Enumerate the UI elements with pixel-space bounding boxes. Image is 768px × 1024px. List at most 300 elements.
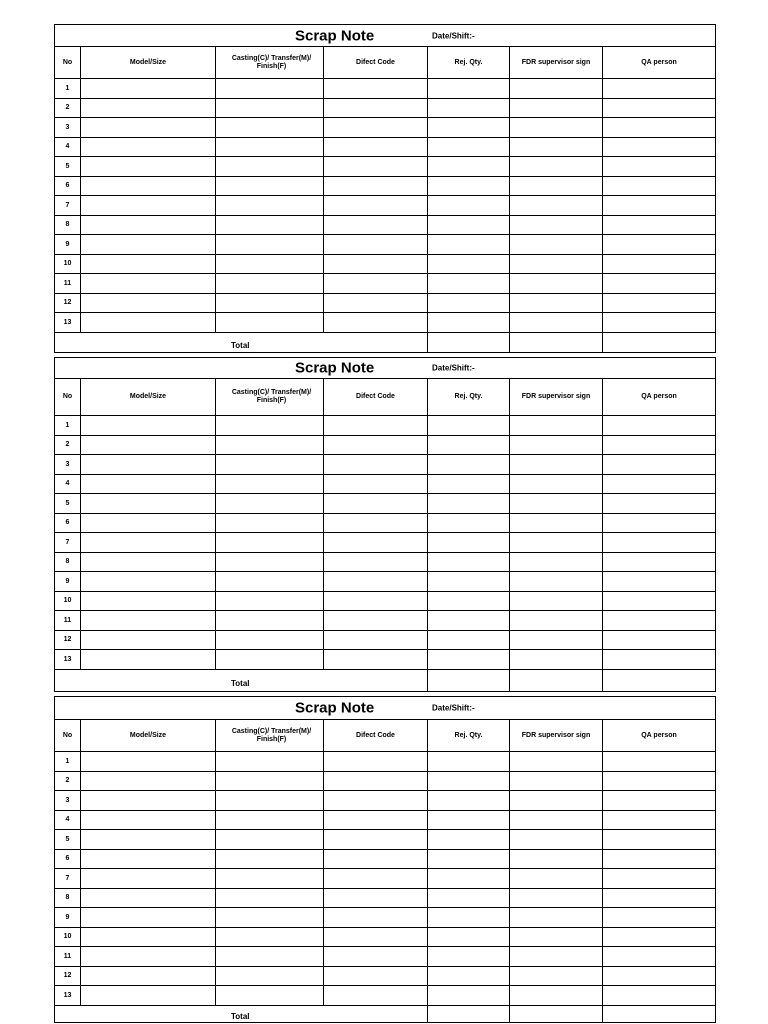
entry-cell[interactable] <box>81 552 216 572</box>
column-header: QA person <box>603 720 716 752</box>
entry-cell[interactable] <box>324 771 428 791</box>
entry-cell[interactable] <box>81 157 216 177</box>
entry-cell[interactable] <box>603 966 716 986</box>
entry-cell[interactable] <box>81 888 216 908</box>
entry-cell[interactable] <box>324 927 428 947</box>
entry-cell[interactable] <box>216 986 324 1006</box>
total-label: Total <box>231 678 250 688</box>
entry-cell[interactable] <box>428 494 510 514</box>
entry-cell[interactable] <box>603 552 716 572</box>
entry-cell[interactable] <box>81 947 216 967</box>
entry-cell[interactable] <box>81 533 216 553</box>
entry-cell[interactable] <box>510 572 603 592</box>
entry-cell[interactable] <box>428 254 510 274</box>
entry-cell[interactable] <box>603 533 716 553</box>
entry-cell[interactable] <box>510 947 603 967</box>
entry-cell[interactable] <box>216 650 324 670</box>
entry-cell[interactable] <box>216 474 324 494</box>
entry-cell[interactable] <box>324 435 428 455</box>
entry-cell[interactable] <box>216 611 324 631</box>
entry-cell[interactable] <box>603 869 716 889</box>
row-number: 2 <box>55 98 81 118</box>
table-row <box>55 771 716 791</box>
entry-cell[interactable] <box>603 157 716 177</box>
row-number: 12 <box>55 630 81 650</box>
entry-cell[interactable] <box>324 513 428 533</box>
entry-cell[interactable] <box>324 215 428 235</box>
entry-cell[interactable] <box>428 137 510 157</box>
entry-cell[interactable] <box>428 752 510 772</box>
entry-cell[interactable] <box>510 810 603 830</box>
entry-cell[interactable] <box>81 611 216 631</box>
entry-cell[interactable] <box>81 274 216 294</box>
entry-cell[interactable] <box>216 137 324 157</box>
entry-cell[interactable] <box>428 791 510 811</box>
entry-cell[interactable] <box>510 552 603 572</box>
row-number: 10 <box>55 591 81 611</box>
column-header: Rej. Qty. <box>428 720 510 752</box>
entry-cell[interactable] <box>603 416 716 436</box>
entry-cell[interactable] <box>603 650 716 670</box>
total-entry-cell[interactable] <box>603 332 716 352</box>
entry-cell[interactable] <box>510 966 603 986</box>
entry-cell[interactable] <box>603 771 716 791</box>
entry-cell[interactable] <box>603 196 716 216</box>
entry-cell[interactable] <box>81 455 216 475</box>
entry-cell[interactable] <box>510 771 603 791</box>
form-title: Scrap Note <box>295 359 375 377</box>
entry-cell[interactable] <box>81 810 216 830</box>
entry-cell[interactable] <box>510 611 603 631</box>
row-number: 2 <box>55 771 81 791</box>
entry-cell[interactable] <box>428 313 510 333</box>
entry-cell[interactable] <box>510 118 603 138</box>
entry-cell[interactable] <box>324 888 428 908</box>
row-number: 8 <box>55 215 81 235</box>
entry-cell[interactable] <box>510 888 603 908</box>
entry-cell[interactable] <box>428 118 510 138</box>
entry-cell[interactable] <box>216 274 324 294</box>
entry-cell[interactable] <box>603 630 716 650</box>
entry-cell[interactable] <box>603 293 716 313</box>
entry-cell[interactable] <box>324 966 428 986</box>
entry-cell[interactable] <box>428 552 510 572</box>
entry-cell[interactable] <box>324 98 428 118</box>
entry-cell[interactable] <box>324 752 428 772</box>
entry-cell[interactable] <box>603 313 716 333</box>
table-row <box>55 810 716 830</box>
table-row <box>55 474 716 494</box>
entry-cell[interactable] <box>81 196 216 216</box>
entry-cell[interactable] <box>428 849 510 869</box>
entry-cell[interactable] <box>510 752 603 772</box>
entry-cell[interactable] <box>510 274 603 294</box>
entry-cell[interactable] <box>81 572 216 592</box>
entry-cell[interactable] <box>428 533 510 553</box>
entry-cell[interactable] <box>603 513 716 533</box>
table-row <box>55 274 716 294</box>
entry-cell[interactable] <box>603 79 716 99</box>
entry-cell[interactable] <box>428 98 510 118</box>
entry-cell[interactable] <box>81 118 216 138</box>
scrap-note-table <box>54 24 716 353</box>
entry-cell[interactable] <box>81 869 216 889</box>
entry-cell[interactable] <box>324 908 428 928</box>
entry-cell[interactable] <box>510 830 603 850</box>
entry-cell[interactable] <box>81 494 216 514</box>
entry-cell[interactable] <box>428 157 510 177</box>
entry-cell[interactable] <box>428 416 510 436</box>
entry-cell[interactable] <box>216 791 324 811</box>
total-label-cell <box>55 1005 428 1022</box>
total-entry-cell[interactable] <box>510 1005 603 1022</box>
entry-cell[interactable] <box>428 986 510 1006</box>
column-header: Rej. Qty. <box>428 379 510 416</box>
row-number: 4 <box>55 474 81 494</box>
entry-cell[interactable] <box>216 888 324 908</box>
entry-cell[interactable] <box>216 552 324 572</box>
entry-cell[interactable] <box>216 494 324 514</box>
entry-cell[interactable] <box>510 416 603 436</box>
entry-cell[interactable] <box>216 966 324 986</box>
entry-cell[interactable] <box>216 869 324 889</box>
entry-cell[interactable] <box>216 947 324 967</box>
entry-cell[interactable] <box>428 215 510 235</box>
column-header: No <box>55 47 81 79</box>
entry-cell[interactable] <box>324 455 428 475</box>
entry-cell[interactable] <box>510 591 603 611</box>
total-label: Total <box>231 1012 250 1021</box>
entry-cell[interactable] <box>216 927 324 947</box>
entry-cell[interactable] <box>428 888 510 908</box>
entry-cell[interactable] <box>216 215 324 235</box>
entry-cell[interactable] <box>603 791 716 811</box>
entry-cell[interactable] <box>216 196 324 216</box>
entry-cell[interactable] <box>603 274 716 294</box>
entry-cell[interactable] <box>216 591 324 611</box>
entry-cell[interactable] <box>81 176 216 196</box>
entry-cell[interactable] <box>603 591 716 611</box>
entry-cell[interactable] <box>428 908 510 928</box>
entry-cell[interactable] <box>510 157 603 177</box>
table-row <box>55 888 716 908</box>
total-entry-cell[interactable] <box>510 669 603 691</box>
row-number: 9 <box>55 572 81 592</box>
entry-cell[interactable] <box>510 513 603 533</box>
entry-cell[interactable] <box>510 474 603 494</box>
entry-cell[interactable] <box>428 79 510 99</box>
entry-cell[interactable] <box>428 513 510 533</box>
row-number: 13 <box>55 313 81 333</box>
table-row <box>55 254 716 274</box>
entry-cell[interactable] <box>428 830 510 850</box>
entry-cell[interactable] <box>324 176 428 196</box>
entry-cell[interactable] <box>603 830 716 850</box>
entry-cell[interactable] <box>510 630 603 650</box>
entry-cell[interactable] <box>216 771 324 791</box>
entry-cell[interactable] <box>216 79 324 99</box>
table-row <box>55 752 716 772</box>
entry-cell[interactable] <box>603 810 716 830</box>
entry-cell[interactable] <box>603 137 716 157</box>
row-number: 3 <box>55 118 81 138</box>
entry-cell[interactable] <box>428 274 510 294</box>
row-number: 6 <box>55 849 81 869</box>
entry-cell[interactable] <box>428 455 510 475</box>
entry-cell[interactable] <box>216 513 324 533</box>
entry-cell[interactable] <box>428 927 510 947</box>
row-number: 12 <box>55 293 81 313</box>
entry-cell[interactable] <box>603 235 716 255</box>
table-row <box>55 494 716 514</box>
entry-cell[interactable] <box>324 313 428 333</box>
entry-cell[interactable] <box>510 235 603 255</box>
entry-cell[interactable] <box>603 455 716 475</box>
entry-cell[interactable] <box>510 313 603 333</box>
entry-cell[interactable] <box>81 791 216 811</box>
table-row <box>55 791 716 811</box>
entry-cell[interactable] <box>428 293 510 313</box>
entry-cell[interactable] <box>81 416 216 436</box>
entry-cell[interactable] <box>216 416 324 436</box>
entry-cell[interactable] <box>603 908 716 928</box>
entry-cell[interactable] <box>324 235 428 255</box>
entry-cell[interactable] <box>510 435 603 455</box>
entry-cell[interactable] <box>324 137 428 157</box>
entry-cell[interactable] <box>81 215 216 235</box>
entry-cell[interactable] <box>510 986 603 1006</box>
entry-cell[interactable] <box>81 513 216 533</box>
date-shift-label: Date/Shift:- <box>432 31 475 40</box>
form-title: Scrap Note <box>295 699 375 717</box>
row-number: 11 <box>55 274 81 294</box>
entry-cell[interactable] <box>510 79 603 99</box>
entry-cell[interactable] <box>603 611 716 631</box>
entry-cell[interactable] <box>324 591 428 611</box>
entry-cell[interactable] <box>81 137 216 157</box>
entry-cell[interactable] <box>324 650 428 670</box>
entry-cell[interactable] <box>216 235 324 255</box>
column-header: Casting(C)/ Transfer(M)/ Finish(F) <box>216 379 324 416</box>
entry-cell[interactable] <box>428 650 510 670</box>
entry-cell[interactable] <box>216 293 324 313</box>
entry-cell[interactable] <box>603 572 716 592</box>
entry-cell[interactable] <box>216 849 324 869</box>
column-header: QA person <box>603 379 716 416</box>
entry-cell[interactable] <box>324 274 428 294</box>
entry-cell[interactable] <box>603 215 716 235</box>
entry-cell[interactable] <box>81 966 216 986</box>
entry-cell[interactable] <box>428 176 510 196</box>
row-number: 3 <box>55 455 81 475</box>
entry-cell[interactable] <box>216 830 324 850</box>
entry-cell[interactable] <box>428 591 510 611</box>
entry-cell[interactable] <box>324 630 428 650</box>
total-entry-cell[interactable] <box>428 669 510 691</box>
entry-cell[interactable] <box>216 98 324 118</box>
entry-cell[interactable] <box>216 157 324 177</box>
entry-cell[interactable] <box>428 771 510 791</box>
entry-cell[interactable] <box>603 947 716 967</box>
entry-cell[interactable] <box>81 908 216 928</box>
entry-cell[interactable] <box>428 611 510 631</box>
entry-cell[interactable] <box>428 572 510 592</box>
entry-cell[interactable] <box>603 986 716 1006</box>
row-number: 12 <box>55 966 81 986</box>
entry-cell[interactable] <box>324 494 428 514</box>
row-number: 8 <box>55 888 81 908</box>
entry-cell[interactable] <box>324 157 428 177</box>
entry-cell[interactable] <box>81 235 216 255</box>
entry-cell[interactable] <box>324 118 428 138</box>
entry-cell[interactable] <box>428 869 510 889</box>
row-number: 11 <box>55 947 81 967</box>
entry-cell[interactable] <box>216 435 324 455</box>
entry-cell[interactable] <box>428 947 510 967</box>
entry-cell[interactable] <box>324 79 428 99</box>
entry-cell[interactable] <box>324 830 428 850</box>
entry-cell[interactable] <box>428 235 510 255</box>
entry-cell[interactable] <box>428 435 510 455</box>
entry-cell[interactable] <box>603 176 716 196</box>
entry-cell[interactable] <box>428 196 510 216</box>
entry-cell[interactable] <box>324 849 428 869</box>
entry-cell[interactable] <box>216 752 324 772</box>
entry-cell[interactable] <box>510 869 603 889</box>
entry-cell[interactable] <box>510 215 603 235</box>
entry-cell[interactable] <box>510 293 603 313</box>
entry-cell[interactable] <box>510 927 603 947</box>
total-entry-cell[interactable] <box>603 669 716 691</box>
column-header: FDR supervisor sign <box>510 720 603 752</box>
entry-cell[interactable] <box>603 849 716 869</box>
entry-cell[interactable] <box>428 810 510 830</box>
column-header: Model/Size <box>81 379 216 416</box>
row-number: 11 <box>55 611 81 631</box>
entry-cell[interactable] <box>81 771 216 791</box>
total-entry-cell[interactable] <box>428 1005 510 1022</box>
entry-cell[interactable] <box>324 293 428 313</box>
entry-cell[interactable] <box>216 254 324 274</box>
entry-cell[interactable] <box>324 947 428 967</box>
entry-cell[interactable] <box>216 908 324 928</box>
entry-cell[interactable] <box>81 591 216 611</box>
entry-cell[interactable] <box>510 494 603 514</box>
entry-cell[interactable] <box>603 435 716 455</box>
entry-cell[interactable] <box>428 630 510 650</box>
entry-cell[interactable] <box>603 254 716 274</box>
entry-cell[interactable] <box>324 810 428 830</box>
entry-cell[interactable] <box>81 293 216 313</box>
entry-cell[interactable] <box>324 986 428 1006</box>
entry-cell[interactable] <box>216 533 324 553</box>
entry-cell[interactable] <box>216 810 324 830</box>
entry-cell[interactable] <box>81 830 216 850</box>
entry-cell[interactable] <box>324 869 428 889</box>
table-row <box>55 908 716 928</box>
total-entry-cell[interactable] <box>603 1005 716 1022</box>
entry-cell[interactable] <box>324 611 428 631</box>
entry-cell[interactable] <box>324 572 428 592</box>
entry-cell[interactable] <box>510 791 603 811</box>
entry-cell[interactable] <box>510 533 603 553</box>
entry-cell[interactable] <box>510 908 603 928</box>
entry-cell[interactable] <box>603 118 716 138</box>
table-row <box>55 157 716 177</box>
entry-cell[interactable] <box>510 254 603 274</box>
entry-cell[interactable] <box>603 494 716 514</box>
entry-cell[interactable] <box>510 196 603 216</box>
entry-cell[interactable] <box>324 196 428 216</box>
entry-cell[interactable] <box>510 849 603 869</box>
total-row <box>55 1005 716 1022</box>
table-row <box>55 966 716 986</box>
entry-cell[interactable] <box>81 474 216 494</box>
row-number: 1 <box>55 416 81 436</box>
entry-cell[interactable] <box>324 552 428 572</box>
entry-cell[interactable] <box>324 791 428 811</box>
entry-cell[interactable] <box>81 986 216 1006</box>
total-entry-cell[interactable] <box>428 332 510 352</box>
entry-cell[interactable] <box>216 313 324 333</box>
entry-cell[interactable] <box>81 435 216 455</box>
entry-cell[interactable] <box>603 98 716 118</box>
column-header: Difect Code <box>324 379 428 416</box>
table-row <box>55 533 716 553</box>
entry-cell[interactable] <box>603 752 716 772</box>
total-row <box>55 332 716 352</box>
entry-cell[interactable] <box>81 98 216 118</box>
date-shift-label: Date/Shift:- <box>432 363 475 373</box>
entry-cell[interactable] <box>324 254 428 274</box>
entry-cell[interactable] <box>324 474 428 494</box>
entry-cell[interactable] <box>603 927 716 947</box>
row-number: 10 <box>55 927 81 947</box>
entry-cell[interactable] <box>324 416 428 436</box>
table-row <box>55 98 716 118</box>
total-row <box>55 669 716 691</box>
column-header: Difect Code <box>324 720 428 752</box>
entry-cell[interactable] <box>216 630 324 650</box>
entry-cell[interactable] <box>81 650 216 670</box>
entry-cell[interactable] <box>216 118 324 138</box>
entry-cell[interactable] <box>81 752 216 772</box>
entry-cell[interactable] <box>428 966 510 986</box>
entry-cell[interactable] <box>603 888 716 908</box>
entry-cell[interactable] <box>428 474 510 494</box>
entry-cell[interactable] <box>81 79 216 99</box>
total-entry-cell[interactable] <box>510 332 603 352</box>
entry-cell[interactable] <box>510 98 603 118</box>
entry-cell[interactable] <box>81 849 216 869</box>
entry-cell[interactable] <box>81 313 216 333</box>
row-number: 4 <box>55 137 81 157</box>
entry-cell[interactable] <box>603 474 716 494</box>
entry-cell[interactable] <box>216 455 324 475</box>
entry-cell[interactable] <box>510 455 603 475</box>
scrap-note-table <box>54 357 716 692</box>
entry-cell[interactable] <box>510 650 603 670</box>
entry-cell[interactable] <box>81 927 216 947</box>
entry-cell[interactable] <box>510 137 603 157</box>
entry-cell[interactable] <box>216 176 324 196</box>
entry-cell[interactable] <box>216 572 324 592</box>
table-row <box>55 313 716 333</box>
entry-cell[interactable] <box>324 533 428 553</box>
entry-cell[interactable] <box>81 630 216 650</box>
entry-cell[interactable] <box>510 176 603 196</box>
entry-cell[interactable] <box>81 254 216 274</box>
